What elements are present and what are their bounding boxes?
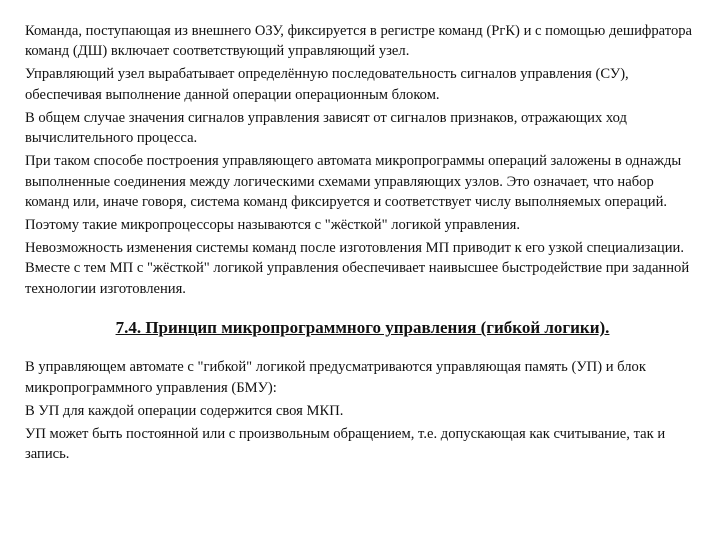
paragraph-command-register: Команда, поступающая из внешнего ОЗУ, фиксируется в регистре команд (РгК) и с помощью дешифратора команд (ДШ) включает соответствующий управляющий узел. bbox=[25, 23, 693, 60]
section-heading: 7.4. Принцип микропрограммного управления (гибкой логики). bbox=[115, 318, 610, 338]
paragraph-hardwired-name: Поэтому такие микропроцессоры называются с "жёсткой" логикой управления. bbox=[25, 217, 521, 234]
document-page bbox=[25, 21, 700, 467]
paragraph-hardwired-method: При таком способе построения управляющего автомата микропрограммы операций заложены в однажды выполненные соединения между логическими схемами управляющих узлов. Это означает, что набор команд или, иначе говоря, система команд фиксируется и соответствует числу выполняемых операций. bbox=[25, 153, 682, 211]
paragraph-flexible-logic: В управляющем автомате с "гибкой" логикой предусматриваются управляющая память (УП) и блок микропрограммного управления (БМУ): bbox=[25, 359, 646, 396]
paragraph-control-node: Управляющий узел вырабатывает определённую последовательность сигналов управления (СУ), обеспечивая выполнение данной операции операционным блоком. bbox=[25, 66, 629, 103]
paragraph-control-signals: В общем случае значения сигналов управления зависят от сигналов признаков, отражающих ход вычислительного процесса. bbox=[25, 109, 627, 147]
paragraph-specialization: Невозможность изменения системы команд после изготовления МП приводит к его узкой специализации. Вместе с тем МП с "жёсткой" логикой управления обеспечивает наивысшее быстродействие при заданной технологии изготовления. bbox=[25, 240, 690, 297]
paragraph-memory-types: УП может быть постоянной или с произвольным обращением, т.е. допускающая как считывание, так и запись. bbox=[25, 425, 666, 463]
paragraph-control-memory: В УП для каждой операции содержится своя МКП. bbox=[25, 402, 344, 419]
